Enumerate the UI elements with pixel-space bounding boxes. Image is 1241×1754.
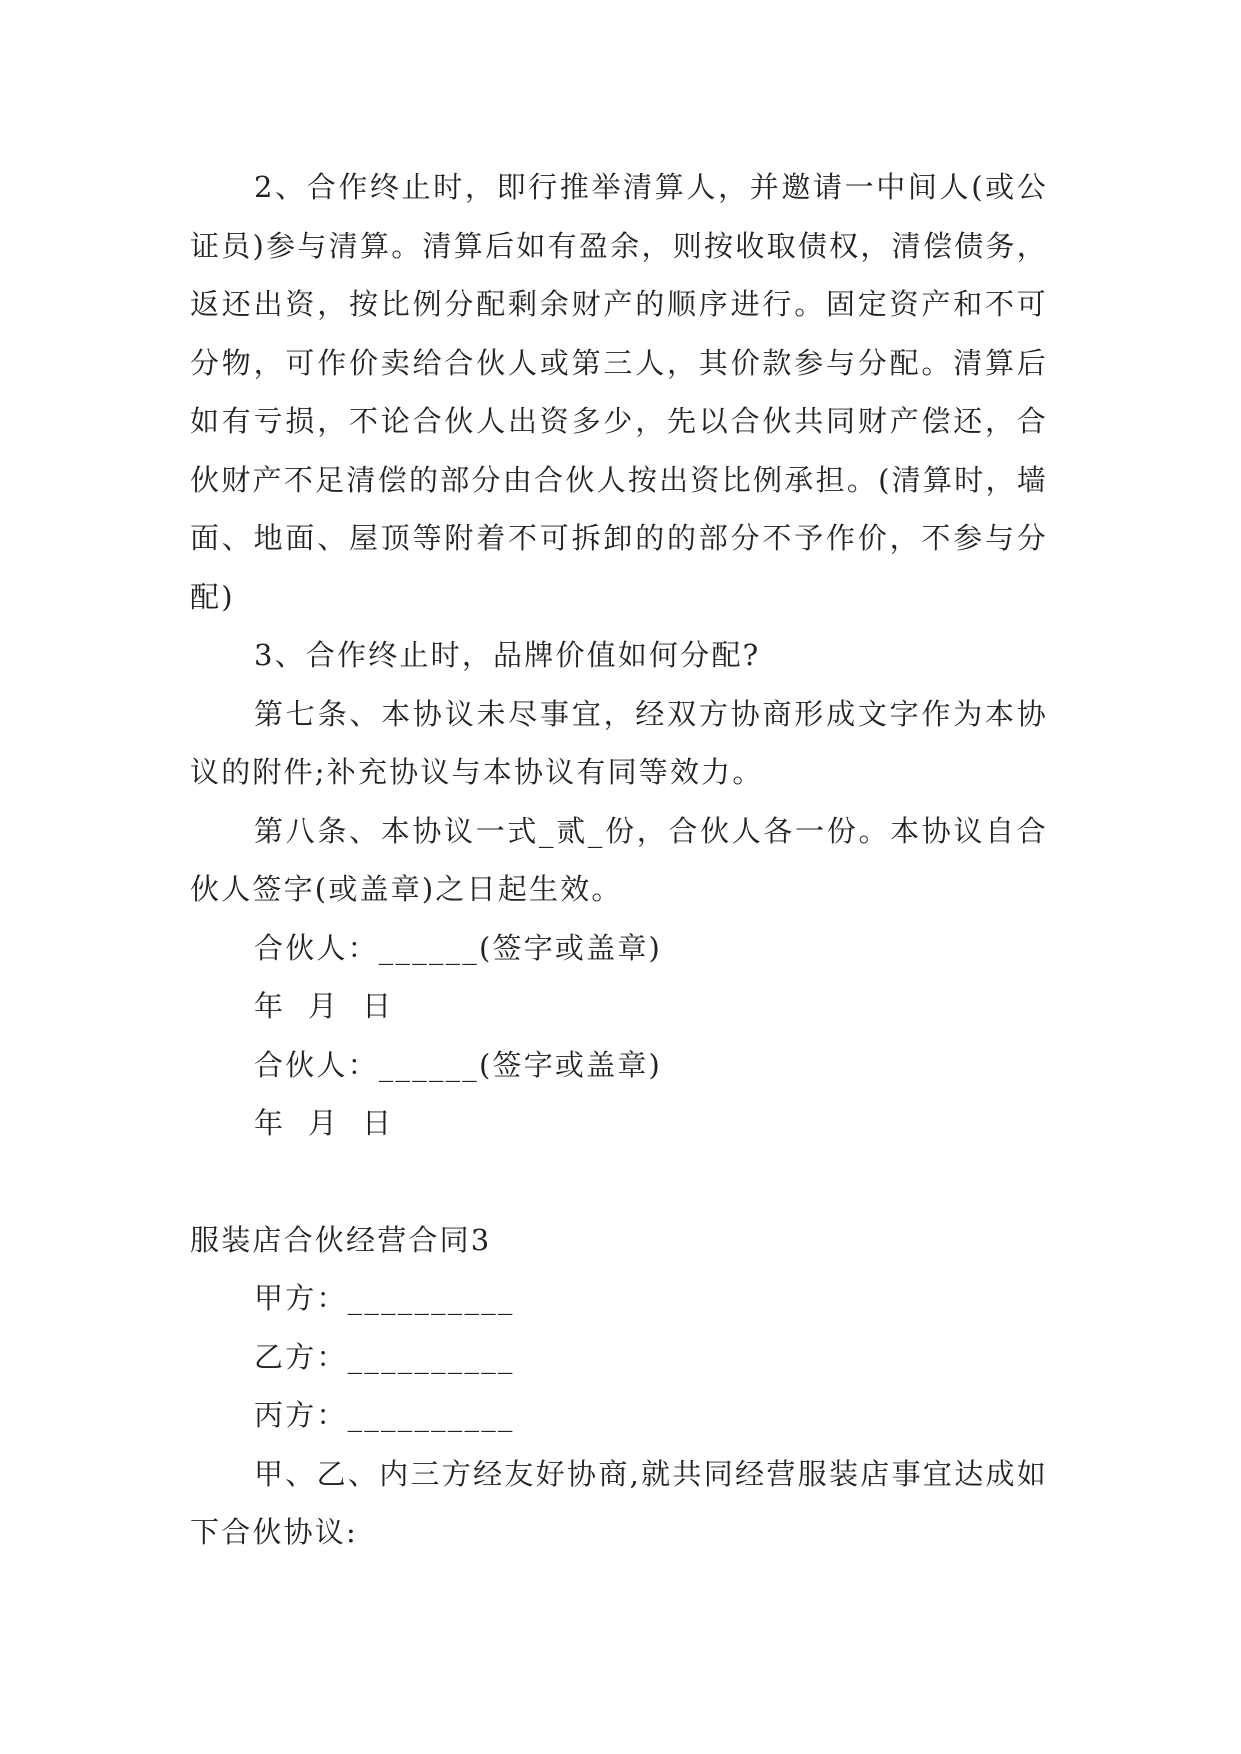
paragraph-article-eight: 第八条、本协议一式_贰_份，合伙人各一份。本协议自合伙人签字(或盖章)之日起生效。 bbox=[190, 813, 1048, 906]
party-b-line: 乙方：__________ bbox=[254, 1339, 515, 1374]
document-page bbox=[190, 158, 1048, 1562]
paragraph-intro: 甲、乙、内三方经友好协商,就共同经营服装店事宜达成如下合伙协议: bbox=[190, 1456, 1048, 1549]
section-title: 服装店合伙经营合同3 bbox=[190, 1222, 492, 1257]
paragraph-brand-value: 3、合作终止时，品牌价值如何分配? bbox=[254, 638, 761, 672]
partner-signature-line: 合伙人：______(签字或盖章) bbox=[254, 930, 663, 965]
paragraph-article-seven: 第七条、本协议未尽事宜，经双方协商形成文字作为本协议的附件;补充协议与本协议有同等效力。 bbox=[190, 696, 1048, 789]
party-c-line: 丙方：__________ bbox=[254, 1398, 515, 1432]
paragraph-liquidation: 2、合作终止时，即行推举清算人，并邀请一中间人(或公证员)参与清算。清算后如有盈余，则按收取债权，清偿债务，返还出资，按比例分配剩余财产的顺序进行。固定资产和不可分物，可作价卖给合伙人或第三人，其价款参与分配。清算后如有亏损，不论合伙人出资多少，先以合伙共同财产偿还，合伙财产不足清偿的部分由合伙人按出资比例承担。(清算时，墙面、地面、屋顶等附着不可拆卸的的部分不予作价，不参与分配) bbox=[190, 170, 1048, 614]
partner-signature-line: 合伙人：______(签字或盖章) bbox=[254, 1047, 663, 1082]
section-spacer bbox=[190, 1153, 1048, 1211]
signature-date-line: 年 月 日 bbox=[254, 989, 394, 1023]
signature-date-line: 年 月 日 bbox=[254, 1106, 394, 1140]
party-a-line: 甲方：__________ bbox=[254, 1281, 515, 1315]
